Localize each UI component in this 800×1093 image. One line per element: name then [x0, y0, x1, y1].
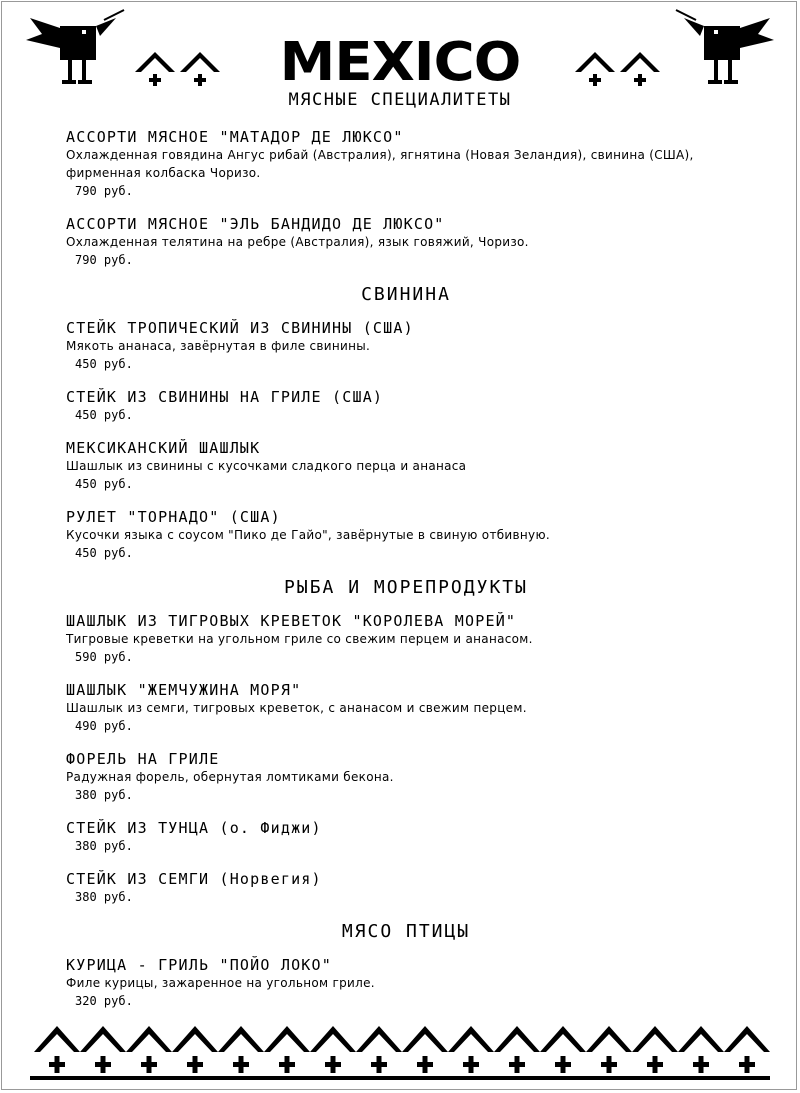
item-price: 380 руб. [75, 839, 133, 853]
menu-item [66, 870, 746, 906]
item-desc: Охлажденная говядина Ангус рибай (Австралия), ягнятина (Новая Зеландия), свинина (США), фирменная колбаска Чоризо. [66, 148, 694, 180]
item-name: СТЕЙК ИЗ СВИНИНЫ НА ГРИЛЕ (США) [66, 388, 384, 406]
item-price: 320 руб. [75, 994, 133, 1008]
item-desc: Охлажденная телятина на ребре (Австралия), язык говяжий, Чоризо. [66, 235, 529, 249]
item-price: 590 руб. [75, 650, 133, 664]
bird-ornament-icon [670, 8, 780, 98]
item-price: 450 руб. [75, 546, 133, 560]
menu-item [66, 439, 746, 493]
item-name: ФОРЕЛЬ НА ГРИЛЕ [66, 750, 220, 768]
menu-item [66, 215, 746, 269]
item-name: СТЕЙК ИЗ ТУНЦА (о. Фиджи) [66, 819, 322, 837]
menu-item [66, 319, 746, 373]
item-name: РУЛЕТ "ТОРНАДО" (США) [66, 508, 281, 526]
footer-ornament-icon [30, 1018, 770, 1084]
menu-item [66, 508, 746, 562]
menu-section [66, 284, 746, 562]
item-price: 380 руб. [75, 890, 133, 904]
item-name: АССОРТИ МЯСНОЕ "ЭЛЬ БАНДИДО ДЕ ЛЮКСО" [66, 215, 445, 233]
menu-header [0, 0, 800, 118]
item-desc: Шашлык из свинины с кусочками сладкого перца и ананаса [66, 459, 467, 473]
item-name: ШАШЛЫК "ЖЕМЧУЖИНА МОРЯ" [66, 681, 302, 699]
item-desc: Кусочки языка с соусом "Пико де Гайо", завёрнутые в свиную отбивную. [66, 528, 550, 542]
menu-item [66, 956, 746, 1010]
section-title: РЫБА И МОРЕПРОДУКТЫ [284, 577, 528, 598]
item-desc: Филе курицы, зажаренное на угольном гриле. [66, 976, 375, 990]
item-price: 450 руб. [75, 477, 133, 491]
item-price: 790 руб. [75, 184, 133, 198]
section-title: СВИНИНА [361, 284, 451, 305]
item-name: МЕКСИКАНСКИЙ ШАШЛЫК [66, 439, 261, 457]
item-price: 790 руб. [75, 253, 133, 267]
menu-section [66, 921, 746, 1010]
item-name: СТЕЙК ИЗ СЕМГИ (Норвегия) [66, 870, 322, 888]
item-name: СТЕЙК ТРОПИЧЕСКИЙ ИЗ СВИНИНЫ (США) [66, 319, 414, 337]
item-price: 450 руб. [75, 357, 133, 371]
item-desc: Шашлык из семги, тигровых креветок, с ананасом и свежим перцем. [66, 701, 527, 715]
menu-item [66, 128, 746, 200]
page-title: MEXICO [279, 31, 521, 94]
section-title: МЯСО ПТИЦЫ [341, 921, 471, 942]
page-subtitle: МЯСНЫЕ СПЕЦИАЛИТЕТЫ [288, 90, 512, 110]
menu-section [66, 128, 746, 269]
menu-item [66, 750, 746, 804]
item-price: 380 руб. [75, 788, 133, 802]
item-name: АССОРТИ МЯСНОЕ "МАТАДОР ДЕ ЛЮКСО" [66, 128, 404, 146]
menu-item [66, 819, 746, 855]
item-price: 450 руб. [75, 408, 133, 422]
menu-item [66, 612, 746, 666]
menu-item [66, 388, 746, 424]
item-desc: Радужная форель, обернутая ломтиками бекона. [66, 770, 394, 784]
menu-item [66, 681, 746, 735]
item-name: КУРИЦА - ГРИЛЬ "ПОЙО ЛОКО" [66, 956, 332, 974]
item-desc: Мякоть ананаса, завёрнутая в филе свинины. [66, 339, 371, 353]
menu-section [66, 577, 746, 906]
item-desc: Тигровые креветки на угольном гриле со свежим перцем и ананасом. [66, 632, 533, 646]
menu-content [66, 128, 746, 1025]
item-price: 490 руб. [75, 719, 133, 733]
item-name: ШАШЛЫК ИЗ ТИГРОВЫХ КРЕВЕТОК "КОРОЛЕВА МОРЕЙ" [66, 612, 517, 630]
